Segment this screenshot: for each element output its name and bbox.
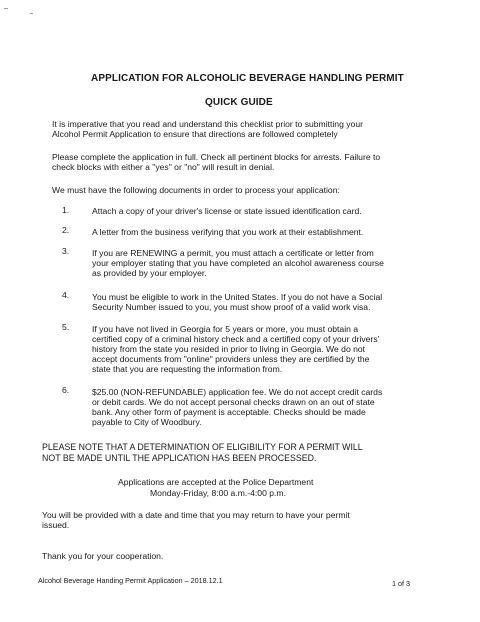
item-line: history from the state you resided in prior to living in Georgia. We do not bbox=[92, 344, 366, 354]
notice-line: PLEASE NOTE THAT A DETERMINATION OF ELIGIBILITY FOR A PERMIT WILL bbox=[42, 442, 363, 452]
documents-lead: We must have the following documents in order to process your application: bbox=[52, 185, 340, 195]
item-line: Security Number issued to you, you must show proof of a valid work visa. bbox=[92, 302, 371, 312]
intro-line: It is imperative that you read and understand this checklist prior to submitting your bbox=[52, 119, 363, 129]
item-number: 6. bbox=[62, 385, 70, 395]
item-line: your employer stating that you have completed an alcohol awareness course bbox=[92, 258, 384, 268]
document-title: APPLICATION FOR ALCOHOLIC BEVERAGE HANDLING PERMIT bbox=[91, 73, 404, 84]
item-line: If you have not lived in Georgia for 5 years or more, you must obtain a bbox=[92, 324, 359, 334]
item-line: state that you are requesting the information from. bbox=[92, 364, 283, 374]
item-line: A letter from the business verifying that you work at their establishment. bbox=[92, 227, 364, 237]
intro-line: Alcohol Permit Application to ensure that directions are followed completely bbox=[52, 129, 338, 139]
item-line: accept documents from "online" providers unless they are certified by the bbox=[92, 354, 370, 364]
complete-line: Please complete the application in full. Check all pertinent blocks for arrests. Failure to bbox=[52, 152, 381, 162]
item-line: $25.00 (NON-REFUNDABLE) application fee. We do not accept credit cards bbox=[92, 387, 383, 397]
item-number: 3. bbox=[62, 246, 70, 256]
scan-mark bbox=[30, 13, 33, 14]
item-number: 5. bbox=[62, 322, 70, 332]
accepted-line: Applications are accepted at the Police Department bbox=[118, 477, 314, 487]
item-line: as provided by your employer. bbox=[92, 268, 207, 278]
item-line: payable to City of Woodbury. bbox=[92, 417, 202, 427]
footer-left: Alcohol Beverage Handing Permit Application – 2018.12.1 bbox=[38, 576, 223, 585]
complete-line: check blocks with either a "yes" or "no" will result in denial. bbox=[52, 162, 275, 172]
footer-right: 1 of 3 bbox=[392, 579, 410, 588]
item-number: 2. bbox=[62, 225, 70, 235]
accepted-line: Monday-Friday, 8:00 a.m.-4:00 p.m. bbox=[150, 488, 286, 498]
item-line: You must be eligible to work in the United States. If you do not have a Social bbox=[92, 292, 383, 302]
notice-line: NOT BE MADE UNTIL THE APPLICATION HAS BEEN PROCESSED. bbox=[42, 453, 317, 463]
item-line: certified copy of a criminal history check and a certified copy of your drivers' bbox=[92, 334, 380, 344]
item-line: bank. Any other form of payment is acceptable. Checks should be made bbox=[92, 407, 366, 417]
document-subtitle: QUICK GUIDE bbox=[205, 97, 273, 108]
item-number: 1. bbox=[62, 205, 70, 215]
provided-line: issued. bbox=[42, 520, 70, 530]
item-line: Attach a copy of your driver's license or state issued identification card. bbox=[92, 206, 362, 216]
item-line: or debit cards. We do not accept personal checks drawn on an out of state bbox=[92, 397, 375, 407]
scan-mark bbox=[4, 8, 8, 9]
item-line: If you are RENEWING a permit, you must attach a certificate or letter from bbox=[92, 248, 374, 258]
thanks-line: Thank you for your cooperation. bbox=[42, 551, 164, 561]
item-number: 4. bbox=[62, 290, 70, 300]
provided-line: You will be provided with a date and time that you may return to have your permit bbox=[42, 510, 350, 520]
